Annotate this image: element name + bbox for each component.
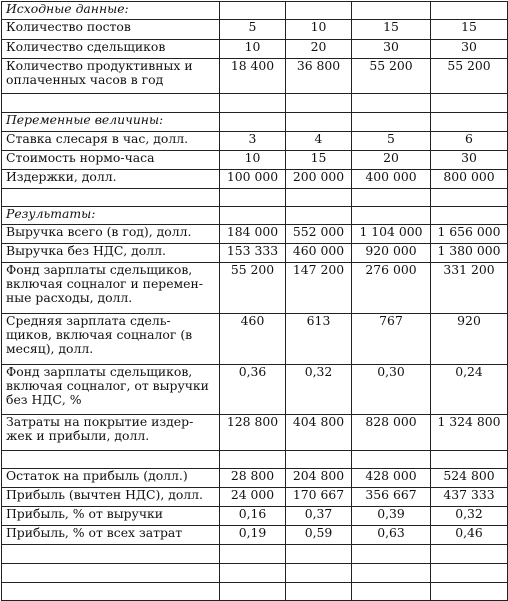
empty-cell <box>431 2 508 20</box>
empty-cell <box>220 2 286 20</box>
value-cell: 200 000 <box>286 170 352 189</box>
table-row-costs <box>2 170 508 189</box>
value-cell: 1 380 000 <box>431 244 508 263</box>
value-cell: 0,32 <box>431 507 508 526</box>
table-row-profit-cost <box>2 526 508 545</box>
row-label: Фонд зарплаты сдельщиков, включая соцналог, от выручки без НДС, % <box>6 364 209 407</box>
value-cell: 10 <box>220 40 286 59</box>
table-row-revenue <box>2 225 508 244</box>
row-label: Средняя зарплата сдель- щиков, включая соцналог (в месяц), долл. <box>6 313 193 356</box>
table-row-revenue-nvat <box>2 244 508 263</box>
value-cell: 0,30 <box>352 365 431 415</box>
value-cell: 36 800 <box>286 59 352 94</box>
empty-cell <box>286 2 352 20</box>
value-cell: 920 <box>431 314 508 365</box>
section-row-input <box>2 2 508 20</box>
value-cell: 3 <box>220 132 286 151</box>
row-label: Стоимость нормо-часа <box>2 151 220 170</box>
spacer-row <box>2 583 508 601</box>
value-cell: 800 000 <box>431 170 508 189</box>
table-row-coverage <box>2 415 508 451</box>
value-cell: 55 200 <box>352 59 431 94</box>
table-row-normhour <box>2 151 508 170</box>
table-row-payroll-pct <box>2 365 508 415</box>
value-cell: 552 000 <box>286 225 352 244</box>
value-cell: 613 <box>286 314 352 365</box>
value-cell: 920 000 <box>352 244 431 263</box>
value-cell: 55 200 <box>220 263 286 314</box>
row-label: Количество постов <box>2 20 220 40</box>
value-cell: 184 000 <box>220 225 286 244</box>
value-cell: 55 200 <box>431 59 508 94</box>
value-cell: 1 324 800 <box>431 415 508 451</box>
value-cell: 0,37 <box>286 507 352 526</box>
value-cell: 0,39 <box>352 507 431 526</box>
table-row-posts <box>2 20 508 40</box>
row-label: Затраты на покрытие издер- жек и прибыли, долл. <box>6 414 194 443</box>
spacer-row <box>2 564 508 583</box>
table-row-payroll <box>2 263 508 314</box>
spacer-row <box>2 545 508 564</box>
section-header-results: Результаты: <box>2 207 220 225</box>
table-row-workers <box>2 40 508 59</box>
table-row-rate <box>2 132 508 151</box>
value-cell: 524 800 <box>431 469 508 488</box>
value-cell: 24 000 <box>220 488 286 507</box>
value-cell: 0,36 <box>220 365 286 415</box>
section-header-input: Исходные данные: <box>2 2 220 20</box>
value-cell: 437 333 <box>431 488 508 507</box>
value-cell: 0,16 <box>220 507 286 526</box>
value-cell: 4 <box>286 132 352 151</box>
row-label: Количество сдельщиков <box>2 40 220 59</box>
value-cell: 276 000 <box>352 263 431 314</box>
value-cell: 0,32 <box>286 365 352 415</box>
value-cell: 5 <box>220 20 286 40</box>
row-label: Издержки, долл. <box>2 170 220 189</box>
value-cell: 0,59 <box>286 526 352 545</box>
table-row-avg-salary <box>2 314 508 365</box>
value-cell: 460 <box>220 314 286 365</box>
value-cell: 0,46 <box>431 526 508 545</box>
value-cell: 0,24 <box>431 365 508 415</box>
value-cell: 170 667 <box>286 488 352 507</box>
value-cell: 767 <box>352 314 431 365</box>
value-cell: 331 200 <box>431 263 508 314</box>
value-cell: 404 800 <box>286 415 352 451</box>
row-label: Выручка всего (в год), долл. <box>2 225 220 244</box>
data-table <box>1 1 508 601</box>
value-cell: 10 <box>220 151 286 170</box>
value-cell: 460 000 <box>286 244 352 263</box>
value-cell: 128 800 <box>220 415 286 451</box>
table-row-profit-rev <box>2 507 508 526</box>
row-label: Прибыль (вычтен НДС), долл. <box>2 488 220 507</box>
section-row-results <box>2 207 508 225</box>
value-cell: 30 <box>431 151 508 170</box>
row-label: Выручка без НДС, долл. <box>2 244 220 263</box>
value-cell: 428 000 <box>352 469 431 488</box>
value-cell: 147 200 <box>286 263 352 314</box>
value-cell: 30 <box>431 40 508 59</box>
spacer-row <box>2 451 508 469</box>
value-cell: 0,19 <box>220 526 286 545</box>
section-row-variable <box>2 113 508 132</box>
spacer-row <box>2 94 508 113</box>
value-cell: 20 <box>286 40 352 59</box>
table-row-remainder <box>2 469 508 488</box>
value-cell: 1 656 000 <box>431 225 508 244</box>
spacer-row <box>2 189 508 207</box>
value-cell: 400 000 <box>352 170 431 189</box>
value-cell: 153 333 <box>220 244 286 263</box>
value-cell: 30 <box>352 40 431 59</box>
section-header-variable: Переменные величины: <box>2 113 220 132</box>
value-cell: 15 <box>352 20 431 40</box>
row-label: Количество продуктивных и оплаченных часов в год <box>6 58 193 87</box>
row-label: Прибыль, % от выручки <box>2 507 220 526</box>
table-row-profit <box>2 488 508 507</box>
table-row-hours <box>2 59 508 94</box>
value-cell: 356 667 <box>352 488 431 507</box>
value-cell: 15 <box>286 151 352 170</box>
row-label: Прибыль, % от всех затрат <box>2 526 220 545</box>
row-label: Фонд зарплаты сдельщиков, включая соцналог и перемен- ные расходы, долл. <box>6 262 203 305</box>
row-label: Остаток на прибыль (долл.) <box>2 469 220 488</box>
value-cell: 18 400 <box>220 59 286 94</box>
value-cell: 204 800 <box>286 469 352 488</box>
value-cell: 28 800 <box>220 469 286 488</box>
value-cell: 20 <box>352 151 431 170</box>
value-cell: 6 <box>431 132 508 151</box>
value-cell: 10 <box>286 20 352 40</box>
empty-cell <box>352 2 431 20</box>
value-cell: 5 <box>352 132 431 151</box>
value-cell: 1 104 000 <box>352 225 431 244</box>
value-cell: 100 000 <box>220 170 286 189</box>
value-cell: 0,63 <box>352 526 431 545</box>
row-label: Ставка слесаря в час, долл. <box>2 132 220 151</box>
value-cell: 15 <box>431 20 508 40</box>
value-cell: 828 000 <box>352 415 431 451</box>
